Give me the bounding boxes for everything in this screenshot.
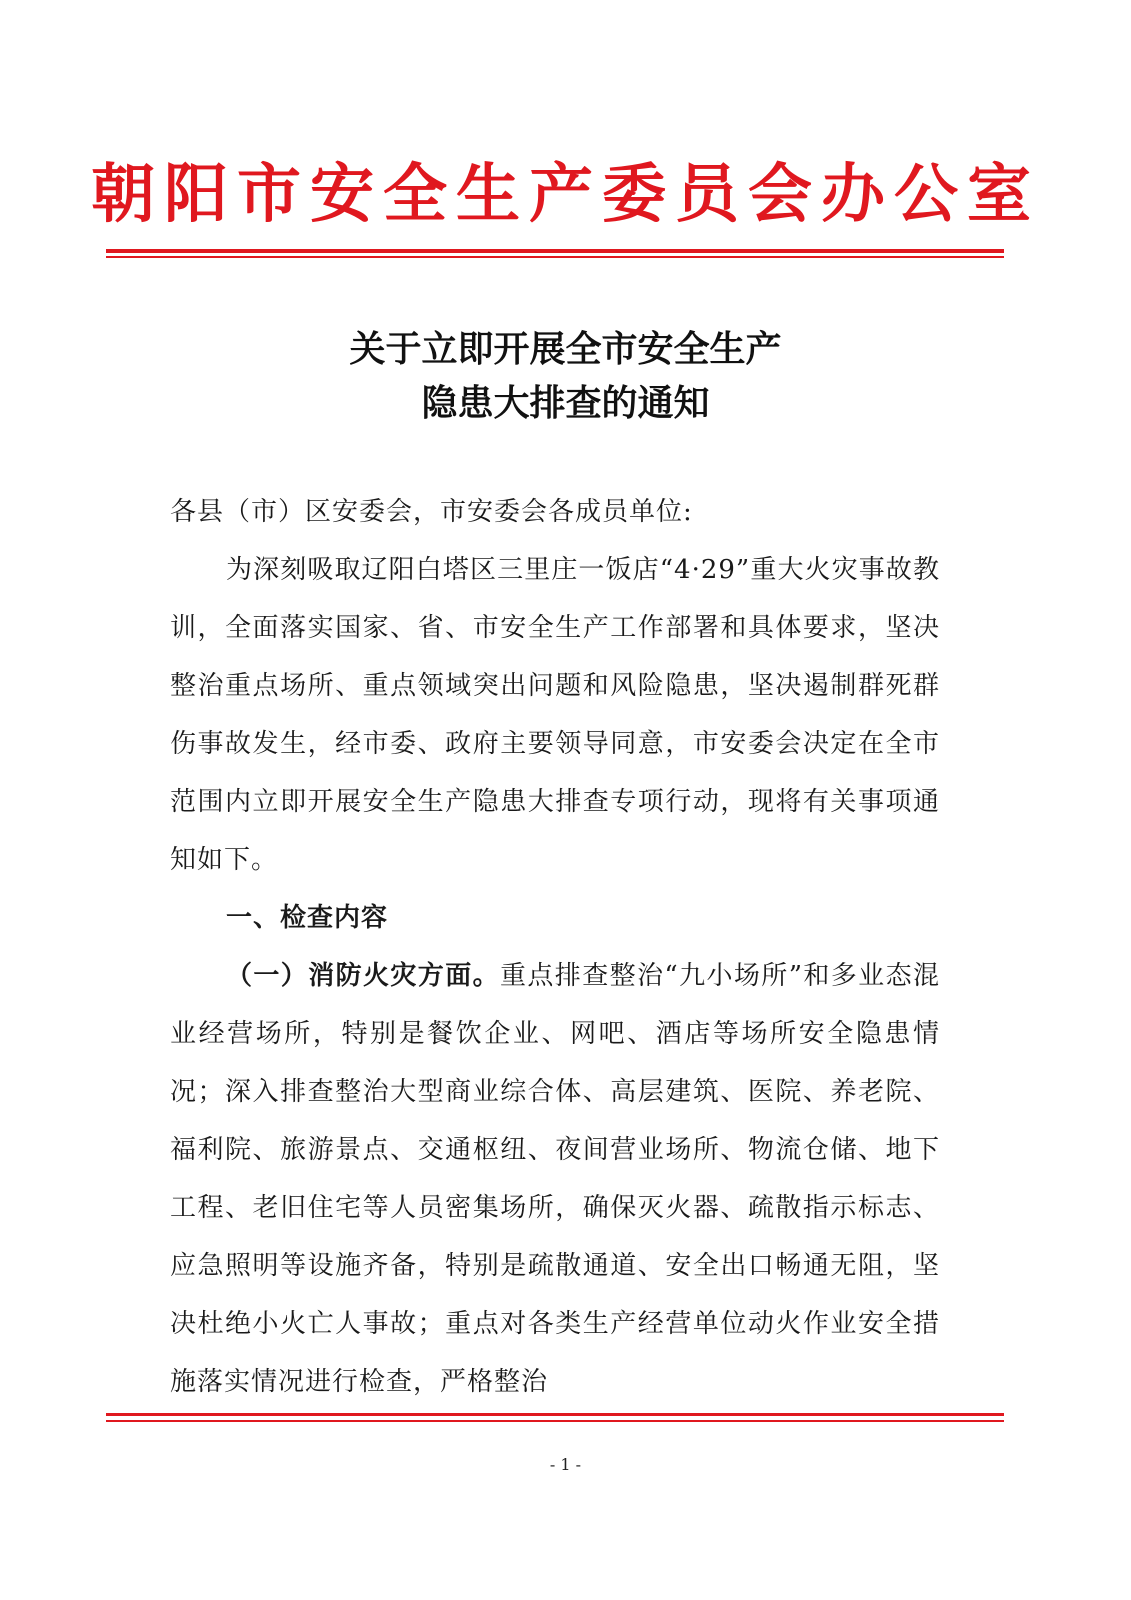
item-fire-safety-heading: （一）消防火灾方面。 [226, 961, 500, 991]
salutation: 各县（市）区安委会，市安委会各成员单位: [170, 497, 693, 527]
masthead-divider-thin [106, 256, 1004, 258]
page-number: - 1 - [549, 1455, 582, 1474]
masthead-divider-thick [106, 249, 1004, 253]
intro-paragraph: 为深刻吸取辽阳白塔区三里庄一饭店“4·29”重大火灾事故教训，全面落实国家、省、市安全生产工作部署和具体要求，坚决整治重点场所、重点领域突出问题和风险隐患，坚决遏制群死群伤事故发生，经市委、政府主要领导同意，市安委会决定在全市范围内立即开展安全生产隐患大排查专项行动，现将有关事项通知如下。 [170, 555, 940, 875]
footer-divider-thick [106, 1413, 1004, 1416]
document-title [0, 322, 1131, 430]
document-body [170, 483, 940, 1411]
footer-divider-thin [106, 1420, 1004, 1422]
issuing-office-masthead: 朝阳市安全生产委员会办公室 [91, 158, 1040, 232]
document-title-line-1: 关于立即开展全市安全生产 [349, 328, 782, 370]
document-title-line-2: 隐患大排查的通知 [421, 382, 710, 424]
item-fire-safety-text: 重点排查整治“九小场所”和多业态混业经营场所，特别是餐饮企业、网吧、酒店等场所安全隐患情况；深入排查整治大型商业综合体、高层建筑、医院、养老院、福利院、旅游景点、交通枢纽、夜间营业场所、物流仓储、地下工程、老旧住宅等人员密集场所，确保灭火器、疏散指示标志、应急照明等设施齐备，特别是疏散通道、安全出口畅通无阻，坚决杜绝小火亡人事故；重点对各类生产经营单位动火作业安全措施落实情况进行检查，严格整治 [170, 961, 940, 1397]
section-heading-inspection-content: 一、检查内容 [226, 903, 389, 933]
item-fire-safety-paragraph [170, 947, 940, 1411]
